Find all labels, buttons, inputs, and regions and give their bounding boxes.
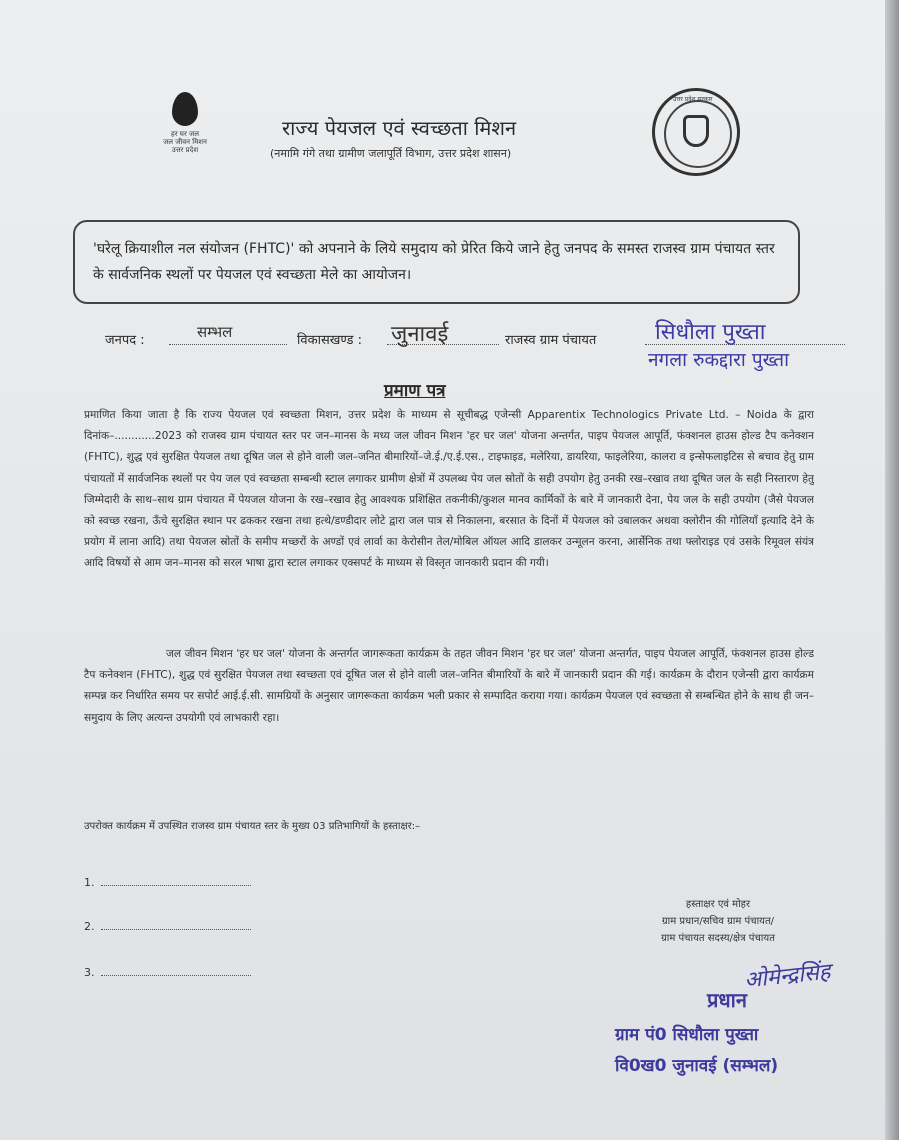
signatory-line-3: ग्राम पंचायत सदस्य/क्षेत्र पंचायत xyxy=(661,933,775,944)
attendee-signature-2 xyxy=(84,920,251,933)
paragraph-1-text: प्रमाणित किया जाता है कि राज्य पेयजल एवं स्वच्छता मिशन, उत्तर प्रदेश के माध्यम से सूचीबद्ध एजेन्सी Apparentix Technologics Private Ltd. – Noida के द्वारा दिनांक–............2023 को राजस्व ग्राम पंचायत स्तर पर जन–मानस के मध्य जल जीवन मिशन 'हर घर जल' योजना अन्तर्गत, पाइप पेयजल आपूर्ति, फंक्शनल हाउस होल्ड टैप कनेक्शन (FHTC), शुद्ध एवं सुरक्षित पेयजल तथा दूषित जल से होने वाली जल–जनित बीमारियों–जे.ई./ए.ई.एस., टाइफाइड, मलेरिया, डायरिया, फाइलेरिया, कालरा व इन्सेफलाइटिस से बचाव हेतु ग्राम पंचायतों में सार्वजनिक स्थलों पर पेय जल एवं स्वच्छता सम्बन्धी स्टाल लगाकर ग्रामीण क्षेत्रों में उपलब्ध पेय जल स्रोतों के सही उपयोग हेतु उनकी रख–रखाव तथा दूषित जल के सही निस्तारण हेतु जिम्मेदारी के साथ–साथ ग्राम पंचायत में पेयजल योजना के रख–रखाव हेतु आवश्यक प्रशिक्षित तकनीकी/कुशल मानव कार्मिकों के बारे में जानकारी देना, पेय जल के सही उपयोग (जैसे पेयजल को स्वच्छ रखना, ऊँचे सुरक्षित स्थान पर ढककर रखना तथा हत्थे/डण्डीदार लोटे द्वारा जल पात्र से निकालना, बरसात के दिनों में पेयजल को उबालकर अथवा क्लोरीन की गोलियाँ इत्यादि देने के प्रयोग में लाना आदि) तथा पेयजल स्रोतों के समीप मच्छरों के अण्डों एवं लार्वा का केरोसीन तेल/मोबिल ऑयल आदि डालकर उन्मूलन करना, आर्सेनिक तथा फ्लोराइड एवं उसके रिमूवल संयंत्र आदि विषयों से आम जन–मानस को सरल भाषा द्वारा स्टाल लगाकर एक्सपर्ट के माध्यम से विस्तृत जानकारी प्रदान की गयी। xyxy=(84,409,814,570)
panchayat-value-secondary: नगला रुकद्दारा पुख्ता xyxy=(648,349,790,371)
certificate-paragraph-1 xyxy=(84,405,814,649)
mission-subtitle: (नमामि गंगे तथा ग्रामीण जलापूर्ति विभाग, उत्तर प्रदेश शासन) xyxy=(270,147,512,160)
seal-emblem-icon xyxy=(683,115,709,147)
block-value: जुनावई xyxy=(391,322,449,347)
stamp-title: प्रधान xyxy=(707,988,747,1012)
stamp-village: ग्राम पं0 सिधौला पुख्ता xyxy=(615,1025,759,1045)
certificate-heading: प्रमाण पत्र xyxy=(384,381,446,401)
stamp-block: वि0ख0 जुनावई (सम्भल) xyxy=(615,1056,779,1076)
panchayat-label: राजस्व ग्राम पंचायत xyxy=(505,333,597,348)
attendee-signature-1 xyxy=(84,876,251,889)
paragraph-2-text: जल जीवन मिशन 'हर घर जल' योजना के अन्तर्गत जागरूकता कार्यक्रम के तहत जीवन मिशन 'हर घर जल' योजना अन्तर्गत, पाइप पेयजल आपूर्ति, फंक्शनल हाउस होल्ड टैप कनेक्शन (FHTC), शुद्ध एवं सुरक्षित पेयजल तथा स्वच्छता एवं दूषित जल से होने वाली जल–जनित बीमारियों के बारे में जानकारी प्रदान की गई। कार्यक्रम के दौरान एजेन्सी द्वारा कार्यक्रम सम्पन्न कर निर्धारित समय पर सपोर्ट आई.ई.सी. सामग्रियों के अनुसार जागरूकता कार्यक्रम भली प्रकार से सम्पादित कराया गया। कार्यक्रम पेयजल एवं स्वच्छता से सम्बन्धित होने के साथ ही जन–समुदाय के लिए अत्यन्त उपयोगी एवं लाभकारी रहा। xyxy=(84,648,814,724)
district-value: सम्भल xyxy=(197,323,233,341)
mission-title: राज्य पेयजल एवं स्वच्छता मिशन xyxy=(282,116,517,140)
seal-text: उत्तर प्रदेश सरकार xyxy=(673,96,713,103)
up-government-seal xyxy=(652,88,740,176)
event-banner xyxy=(73,220,800,304)
signatory-line-1: हस्ताक्षर एवं मोहर xyxy=(685,899,751,910)
handwritten-signature: ओमेन्द्रसिंह xyxy=(743,959,832,994)
attendee-signature-3 xyxy=(84,966,251,979)
har-ghar-jal-logo xyxy=(150,92,220,172)
attendee-number-2: 2. xyxy=(84,920,95,933)
attendees-note: उपरोक्त कार्यक्रम में उपस्थित राजस्व ग्राम पंचायत स्तर के मुख्य 03 प्रतिभागियों के हस्ताक्षर:– xyxy=(84,821,421,832)
banner-text: 'घरेलू क्रियाशील नल संयोजन (FHTC)' को अपनाने के लिये समुदाय को प्रेरित किये जाने हेतु जनपद के समस्त राजस्व ग्राम पंचायत स्तर के सार्वजनिक स्थलों पर पेयजल एवं स्वच्छता मेले का आयोजन। xyxy=(93,241,775,283)
district-label: जनपद : xyxy=(105,333,145,348)
logo-caption: हर घर जल जल जीवन मिशन उत्तर प्रदेश xyxy=(163,130,207,154)
signatory-block xyxy=(618,896,818,947)
signatory-line-2: ग्राम प्रधान/सचिव ग्राम पंचायत/ xyxy=(661,916,775,927)
page-edge-shadow xyxy=(885,0,899,1140)
attendee-number-3: 3. xyxy=(84,966,95,979)
attendee-number-1: 1. xyxy=(84,876,95,889)
district-dotline xyxy=(169,344,287,345)
panchayat-value: सिधौला पुख्ता xyxy=(655,320,766,345)
certificate-paragraph-2 xyxy=(84,644,814,754)
water-drop-icon xyxy=(172,92,198,126)
block-label: विकासखण्ड : xyxy=(297,333,363,348)
